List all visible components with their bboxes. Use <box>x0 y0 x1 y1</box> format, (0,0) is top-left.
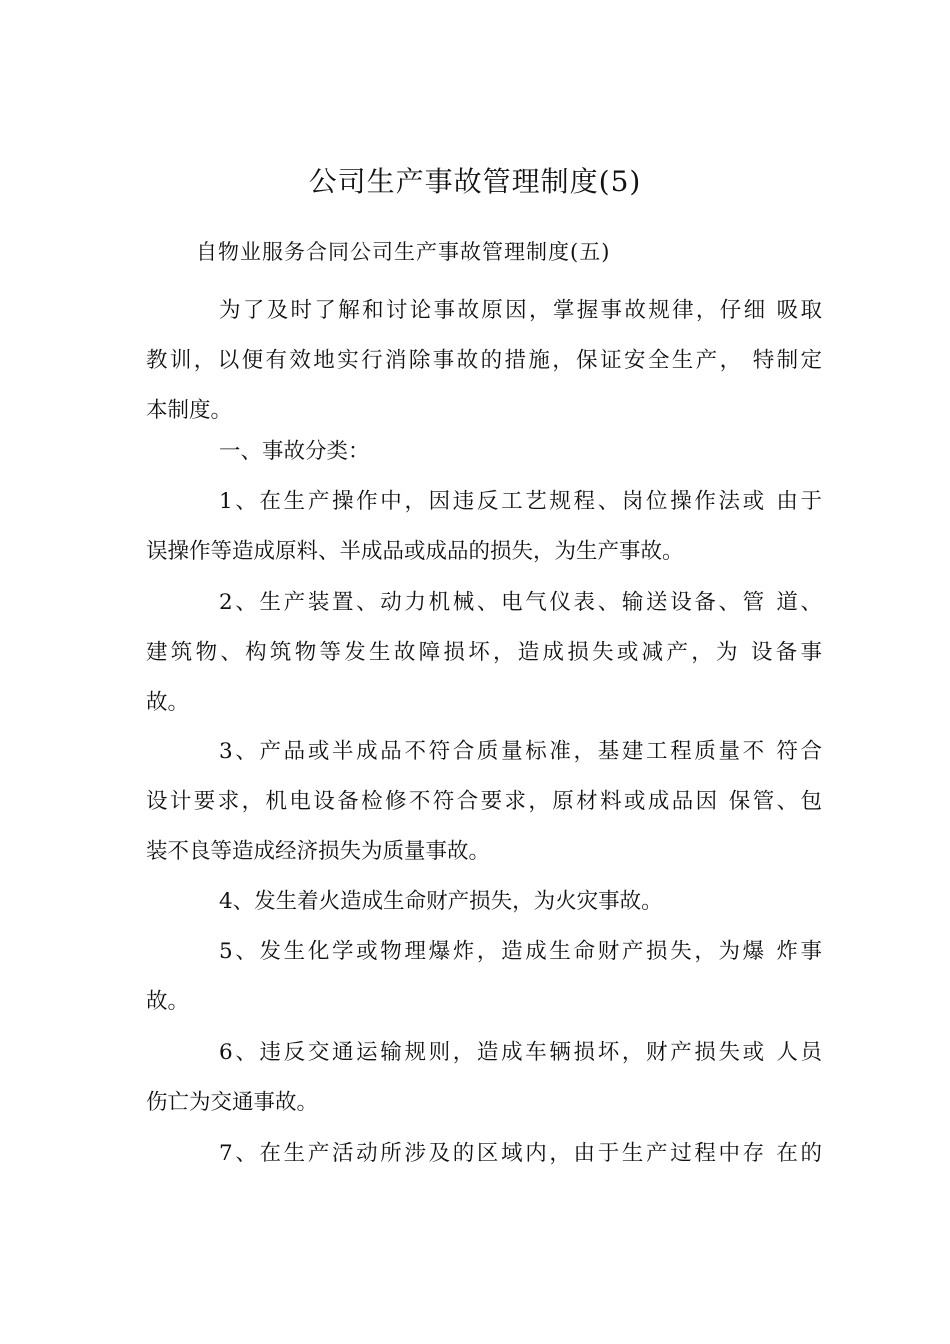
list-item-2 <box>146 578 822 728</box>
paragraph-line: 4、发生着火造成生命财产损失，为火灾事故。 <box>219 889 663 914</box>
document-title: 公司生产事故管理制度(5) <box>308 165 642 198</box>
paragraph-line: 本制度。 <box>146 398 233 423</box>
paragraph-line: 1、在生产操作中，因违反工艺规程、岗位操作法或 由于 <box>219 489 822 514</box>
paragraph-line: 故。 <box>146 690 190 715</box>
list-item-3 <box>146 727 822 877</box>
paragraph-line: 误操作等造成原料、半成品或成品的损失，为生产事故。 <box>146 539 684 564</box>
paragraph-line: 教训，以便有效地实行消除事故的措施，保证安全生产， 特制定 <box>146 348 822 373</box>
list-item-6 <box>146 1028 822 1128</box>
paragraph-intro <box>146 286 822 436</box>
paragraph-line: 3、产品或半成品不符合质量标准，基建工程质量不 符合 <box>219 739 822 764</box>
list-item-1 <box>146 477 822 577</box>
paragraph-line: 6、违反交通运输规则，造成车辆损坏，财产损失或 人员 <box>219 1040 822 1065</box>
paragraph-line: 设计要求，机电设备检修不符合要求，原材料或成品因 保管、包 <box>146 789 822 814</box>
paragraph-line: 建筑物、构筑物等发生故障损坏，造成损失或减产，为 设备事 <box>146 640 822 665</box>
paragraph-line: 装不良等造成经济损失为质量事故。 <box>146 839 491 864</box>
paragraph-line: 7、在生产活动所涉及的区域内，由于生产过程中存 在的 <box>219 1141 822 1166</box>
paragraph-line: 5、发生化学或物理爆炸，造成生命财产损失，为爆 炸事 <box>219 939 822 964</box>
list-item-5 <box>146 927 822 1027</box>
paragraph-line: 故。 <box>146 989 190 1014</box>
section-heading <box>146 427 822 477</box>
list-item-7 <box>146 1129 822 1179</box>
paragraph-line: 伤亡为交通事故。 <box>146 1090 319 1115</box>
paragraph-line: 为了及时了解和讨论事故原因，掌握事故规律，仔细 吸取 <box>219 298 822 323</box>
section-heading-text: 一、事故分类： <box>219 439 370 464</box>
list-item-4 <box>146 877 822 927</box>
paragraph-line: 2、生产装置、动力机械、电气仪表、输送设备、管 道、 <box>219 590 822 615</box>
document-subtitle: 自物业服务合同公司生产事故管理制度(五) <box>196 240 611 264</box>
